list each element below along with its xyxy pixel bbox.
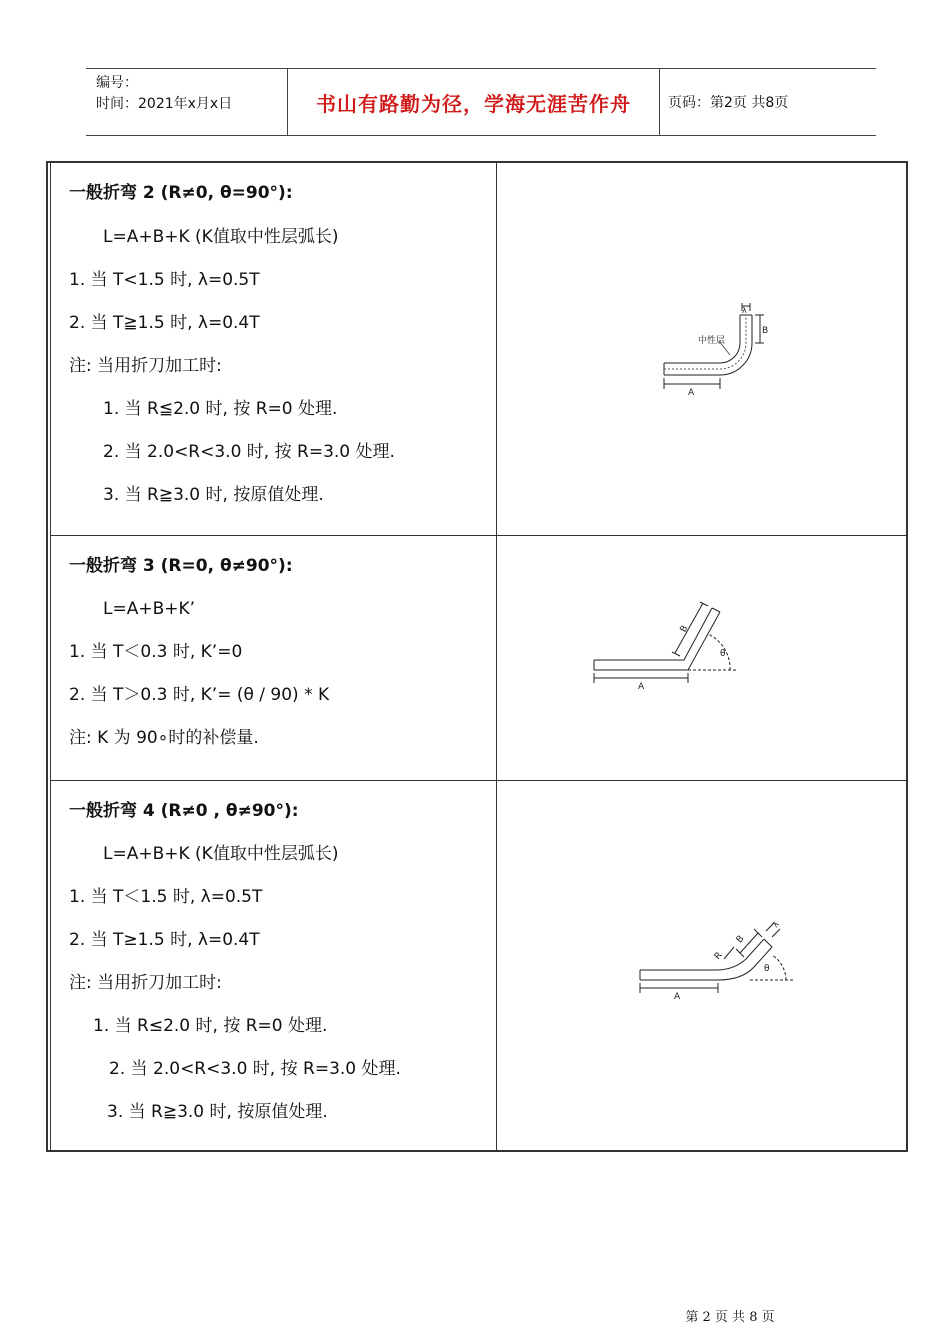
rule-note: 注: 当用折刀加工时: (69, 973, 222, 993)
bend-angle-diagram (498, 536, 911, 781)
rule-text-cell (51, 536, 497, 780)
page-footer: 第 2 页 共 8 页 (685, 1310, 775, 1325)
figure-cell (498, 163, 906, 535)
rule-line: 2. 当 T＞0.3 时, K’= (θ / 90) * K (69, 685, 330, 705)
dim-lambda-label: λ (742, 306, 747, 315)
angle-theta-label: θ (764, 964, 770, 974)
rule-line: 1. 当 R≦2.0 时, 按 R=0 处理. (103, 399, 338, 419)
dim-a-label: A (674, 992, 681, 1002)
rule-line: 2. 当 2.0<R<3.0 时, 按 R=3.0 处理. (103, 442, 395, 462)
rule-title: 一般折弯 2 (R≠0, θ=90°): (69, 183, 293, 203)
dim-a-label: A (638, 682, 645, 692)
rule-text-cell (51, 781, 497, 1152)
table-row-bend-4 (51, 781, 906, 1152)
neutral-layer-label: 中性层 (698, 336, 726, 346)
rule-line: 2. 当 2.0<R<3.0 时, 按 R=3.0 处理. (109, 1059, 401, 1079)
page-header (86, 68, 876, 136)
rule-line: 1. 当 R≤2.0 时, 按 R=0 处理. (93, 1016, 328, 1036)
rule-note: 注: 当用折刀加工时: (69, 356, 222, 376)
bend-90-diagram (498, 163, 911, 536)
bending-rules-table (46, 161, 908, 1152)
angle-theta-label: θ (720, 649, 726, 659)
document-number-label: 编号： (96, 75, 138, 91)
document-date-label: 时间：2021年x月x日 (96, 96, 233, 112)
rule-line: 1. 当 T<1.5 时, λ=0.5T (69, 270, 260, 290)
rule-line: 1. 当 T＜1.5 时, λ=0.5T (69, 887, 263, 907)
dim-lambda-label: λ (770, 919, 781, 930)
header-page-info: 页码：第2页 共8页 (668, 95, 789, 111)
rule-note: 注: K 为 90∘时的补偿量. (69, 728, 259, 748)
header-motto: 书山有路勤为径，学海无涯苦作舟 (288, 69, 660, 135)
header-meta-cell (86, 69, 288, 135)
table-row-bend-2 (51, 163, 906, 536)
radius-r-label: R (712, 950, 725, 962)
dim-b-label: B (678, 623, 691, 635)
dim-b-label: B (762, 326, 769, 336)
rule-title: 一般折弯 4 (R≠0 , θ≠90°): (69, 801, 299, 821)
table-row-bend-3 (51, 536, 906, 781)
figure-cell (498, 781, 906, 1152)
sheet-top-edge (640, 939, 764, 970)
rule-line: 3. 当 R≧3.0 时, 按原值处理. (103, 485, 324, 505)
rule-line: L=A+B+K’ (103, 599, 196, 619)
rule-line: 2. 当 T≧1.5 时, λ=0.4T (69, 313, 260, 333)
dim-a-label: A (688, 388, 695, 398)
figure-cell (498, 536, 906, 780)
rule-text-cell (51, 163, 497, 535)
rule-line: 1. 当 T＜0.3 时, K’=0 (69, 642, 243, 662)
sheet-bottom-edge (594, 612, 720, 670)
sheet-top-edge (594, 608, 712, 660)
rule-line: 3. 当 R≧3.0 时, 按原值处理. (107, 1102, 328, 1122)
dim-b-label: B (734, 933, 747, 946)
bend-radius-angle-diagram (498, 781, 911, 1152)
rule-title: 一般折弯 3 (R=0, θ≠90°): (69, 556, 293, 576)
rule-line: L=A+B+K (K值取中性层弧长) (103, 227, 339, 247)
rule-line: 2. 当 T≥1.5 时, λ=0.4T (69, 930, 260, 950)
rule-line: L=A+B+K (K值取中性层弧长) (103, 844, 339, 864)
